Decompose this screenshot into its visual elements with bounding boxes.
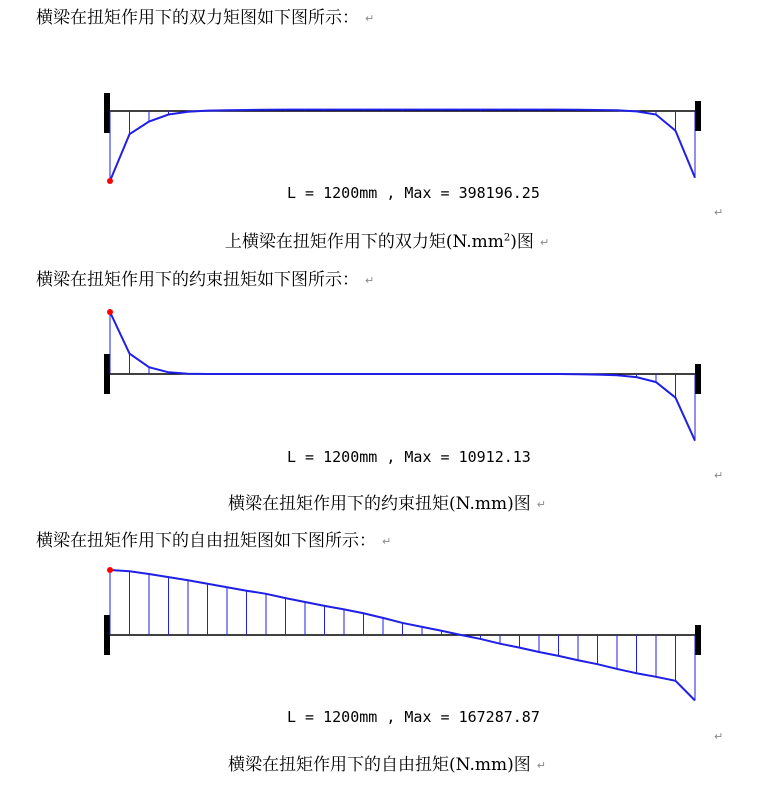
caption-free-torque: 横梁在扭矩作用下的自由扭矩(N.mm)图 ↵: [228, 755, 546, 775]
return-mark: ↵: [714, 730, 724, 743]
paragraph-bimoment-intro: 横梁在扭矩作用下的双力矩图如下图所示： ↵: [36, 8, 375, 28]
caption-bimoment: 上横梁在扭矩作用下的双力矩$(N.mm^2)$图 ↵: [224, 232, 550, 252]
paragraph-free-torque-intro: 横梁在扭矩作用下的自由扭矩图如下图所示： ↵: [36, 531, 392, 551]
return-mark: ↵: [714, 206, 724, 219]
caption-restraint-torque: 横梁在扭矩作用下的约束扭矩(N.mm)图 ↵: [228, 494, 546, 514]
max-point: [107, 567, 113, 573]
chart-info-text: L = 1200mm , Max = 398196.25: [287, 184, 540, 202]
return-mark: ↵: [365, 11, 375, 25]
return-mark: ↵: [714, 469, 724, 482]
chart-info-text: L = 1200mm , Max = 10912.13: [287, 448, 531, 466]
paragraph-restraint-torque-intro: 横梁在扭矩作用下的约束扭矩如下图所示： ↵: [36, 270, 375, 290]
chart-info-text: L = 1200mm , Max = 167287.87: [287, 708, 540, 726]
